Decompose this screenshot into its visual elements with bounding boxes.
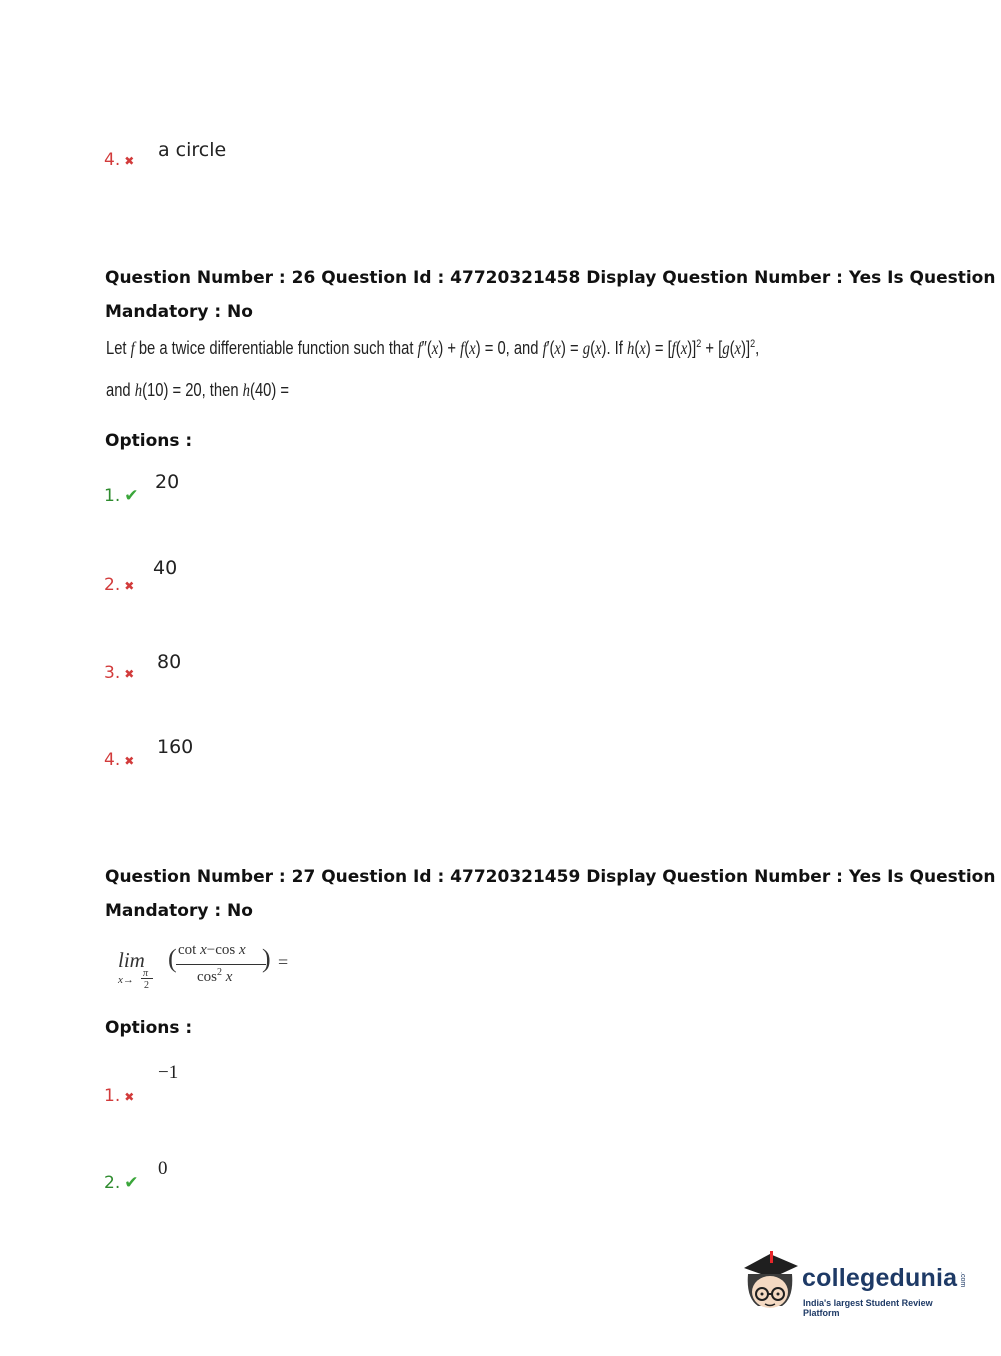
option-number: 1. <box>104 1086 121 1106</box>
option-number: 2. <box>104 1173 121 1193</box>
wrong-icon: ✖ <box>124 1090 135 1104</box>
question-27-mandatory: Mandatory : No <box>105 901 253 921</box>
q27-option-1 <box>104 1086 134 1106</box>
question-26-text-line-1: Let f be a twice differentiable function such that f″(x) + f(x) = 0, and f′(x) = g(x). If $h(x) = [f(x)]^2 + [g(x)]^2$, <box>106 338 760 358</box>
wrong-icon: ✖ <box>124 154 135 168</box>
q26-option-1 <box>104 486 138 506</box>
q26-option-3 <box>104 663 134 683</box>
question-26-header: Question Number : 26 Question Id : 47720321458 Display Question Number : Yes Is Question <box>105 268 996 288</box>
question-27-header: Question Number : 27 Question Id : 47720321459 Display Question Number : Yes Is Question <box>105 867 996 887</box>
question-26-text-line-2: and h(10) = 20, then h(40) = <box>106 380 290 400</box>
option-number: 4. <box>104 150 121 170</box>
wrong-icon: ✖ <box>124 754 135 768</box>
brand-name: collegedunia <box>802 1264 958 1292</box>
option-value: 80 <box>157 651 182 673</box>
option-value: 20 <box>155 471 180 493</box>
wrong-icon: ✖ <box>124 579 135 593</box>
checkmark-icon: ✔ <box>124 1173 139 1193</box>
brand-tagline: India's largest Student Review Platform <box>803 1298 933 1318</box>
brand-com: .com <box>959 1272 966 1288</box>
checkmark-icon: ✔ <box>124 486 139 506</box>
collegedunia-logo <box>740 1248 970 1320</box>
option-number: 4. <box>104 750 121 770</box>
q27-option-2 <box>104 1173 138 1193</box>
wrong-icon: ✖ <box>124 667 135 681</box>
q25-option-4 <box>104 150 134 170</box>
question-27-expression: lim x→ π 2 ( cot x−cos x $\cos^2 x$ ) = <box>118 942 289 991</box>
options-label: Options : <box>105 1018 193 1038</box>
option-value: a circle <box>158 139 227 161</box>
q26-option-4 <box>104 750 134 770</box>
options-label: Options : <box>105 431 193 451</box>
mascot-icon <box>740 1248 802 1316</box>
option-number: 2. <box>104 575 121 595</box>
option-number: 1. <box>104 486 121 506</box>
option-value: −1 <box>158 1062 179 1083</box>
option-value: 0 <box>158 1158 168 1179</box>
option-value: 40 <box>153 557 178 579</box>
option-number: 3. <box>104 663 121 683</box>
question-26-mandatory: Mandatory : No <box>105 302 253 322</box>
q26-option-2 <box>104 575 134 595</box>
option-value: 160 <box>157 736 194 758</box>
